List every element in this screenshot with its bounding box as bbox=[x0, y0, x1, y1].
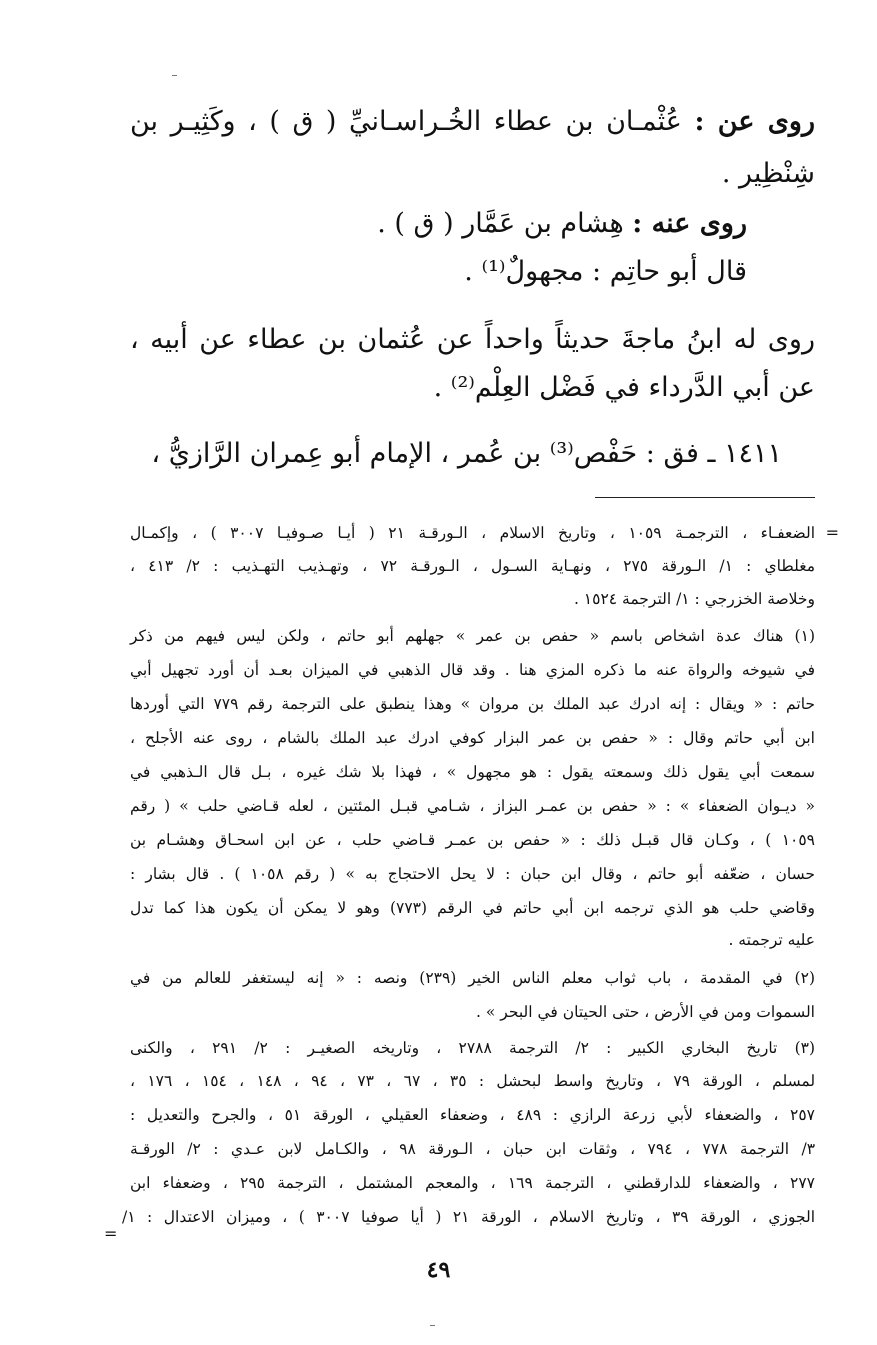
main-text-line-3-content: هِشام بن عَمَّار ( ق ) . bbox=[377, 208, 624, 239]
page-number: ٤٩ bbox=[426, 1257, 451, 1283]
footnote-1-line: في شيوخه والرواة عنه ما ذكره المزي هنا . وقد قال الذهبي في الميزان بعـد أن أورد تجهيل أبي bbox=[130, 661, 815, 679]
footnote-2-line: السموات ومن في الأرض ، حتى الحيتان في البحر » . bbox=[476, 1003, 815, 1021]
main-text-line-5 bbox=[130, 322, 815, 358]
main-text-line-1 bbox=[130, 104, 815, 140]
footnote-3-line: لمسلم ، الورقة ٧٩ ، وتاريخ واسط لبحشل : ٣٥ ، ٦٧ ، ٧٣ ، ٩٤ ، ١٤٨ ، ١٥٤ ، ١٧٦ ، bbox=[130, 1072, 816, 1090]
footnote-1-line: حسان ، ضعّفه أبو حاتم ، وقال ابن حبان : لا يحل الاحتجاج به » ( رقم ١٠٥٨ ) . قال بشار : bbox=[130, 865, 815, 883]
footnote-3-line: (٣) تاريخ البخاري الكبير : ٢/ الترجمة ٢٧٨٨ ، وتاريخه الصغيـر : ٢/ ٢٩١ ، والكنى bbox=[130, 1039, 816, 1057]
footnote-1-line: سمعت أبي يقول ذلك وسمعته يقول : هو مجهول » ، فهذا بلا شك غيره ، بـل قال الـذهبي في bbox=[130, 763, 815, 781]
continuation-mark-end: = bbox=[104, 1224, 118, 1243]
scan-mark bbox=[430, 1325, 435, 1326]
main-text-line-4 bbox=[464, 254, 747, 290]
rawa-an-label: روى عن : bbox=[694, 106, 815, 137]
main-text-line-2 bbox=[722, 156, 815, 192]
entry-1411-heading-content: ١٤١١ ـ فق : حَفْص⁽³⁾ بن عُمر ، الإمام أبو عِمران الرَّازيُّ ، bbox=[151, 438, 782, 469]
main-text-line-2-content: شِنْظِير . bbox=[721, 158, 815, 189]
footnote-1-line: « ديـوان الضعفاء » : « حفص بن عمـر البزاز ، شـامي قبـل المئتين ، لعله قـاضي حلب » ( رقم bbox=[130, 797, 815, 815]
footnote-3-line: ٣/ الترجمة ٧٧٨ ، ٧٩٤ ، وثقات ابن حبان ، الـورقة ٩٨ ، والكـامل لابن عـدي : ٢/ الورقـة bbox=[130, 1140, 816, 1158]
footnote-3-line: ٢٥٧ ، والضعفاء لأبي زرعة الرازي : ٤٨٩ ، وضعفاء العقيلي ، الورقة ٥١ ، والجرح والتعديل : bbox=[130, 1106, 816, 1124]
footnote-1-line: ابن أبي حاتم وقال : « حفص بن عمر البزار كوفي ادرك عبد الملك بالشام ، روى عنه الأجلح ، bbox=[130, 729, 815, 747]
footnote-1-line: وقاضي حلب هو الذي ترجمه ابن أبي حاتم في الرقم (٧٧٣) وهو لا يمكن أن يكون هذا كما تدل bbox=[130, 899, 815, 917]
footnote-1-line: عليه ترجمته . bbox=[728, 931, 815, 949]
main-text-line-6-content: عن أبي الدَّرداء في فَضْل العِلْم⁽²⁾ . bbox=[433, 372, 815, 403]
footnote-1-line: حاتم : « ويقال : إنه ادرك عبد الملك بن مروان » وهذا ينطبق على الترجمة رقم ٧٧٩ التي أوردها bbox=[130, 695, 815, 713]
footnote-separator bbox=[595, 497, 815, 498]
footnote-1-line: (١) هناك عدة اشخاص باسم « حفص بن عمر » جهلهم أبو حاتم ، ولكن ليس فيهم من ذكر bbox=[130, 627, 815, 645]
rawa-anhu-label: روى عنه : bbox=[632, 208, 747, 239]
scan-mark bbox=[172, 75, 177, 76]
main-text-line-6 bbox=[434, 370, 815, 406]
main-text-line-1-content: عُثْمـان بن عطاء الخُـراسـانيِّ ( ق ) ، وكَثِيـر بن bbox=[130, 106, 682, 137]
main-text-line-3 bbox=[377, 206, 747, 242]
entry-1411-heading bbox=[151, 436, 782, 472]
footnote-line: الضعفـاء ، الترجمـة ١٠٥٩ ، وتاريخ الاسلام ، الـورقـة ٢١ ( أيـا صـوفيـا ٣٠٠٧ ) ، وإكمـال bbox=[130, 524, 816, 542]
main-text-line-4-content: قال أبو حاتِم : مجهولٌ⁽¹⁾ . bbox=[464, 256, 747, 287]
footnote-3-line: الجوزي ، الورقة ٣٩ ، وتاريخ الاسلام ، الورقة ٢١ ( أيا صوفيا ٣٠٠٧ ) ، وميزان الاعتدال : ١/ bbox=[122, 1208, 815, 1226]
footnote-2-line: (٢) في المقدمة ، باب ثواب معلم الناس الخير (٢٣٩) ونصه : « إنه ليستغفر للعالم من في bbox=[130, 969, 815, 987]
main-text-line-5-content: روى له ابنُ ماجةَ حديثاً واحداً عن عُثمان بن عطاء عن أبيه ، bbox=[130, 324, 815, 355]
footnote-1-line: ١٠٥٩ ) ، وكـان قال قبـل ذلك : « حفص بن عمـر قـاضي حلب ، عن ابن اسحـاق وهشـام بن bbox=[130, 831, 815, 849]
continuation-mark-start: = bbox=[825, 523, 839, 542]
footnote-3-line: ٢٧٧ ، والضعفاء للدارقطني ، الترجمة ١٦٩ ، والمعجم المشتمل ، الترجمة ٢٩٥ ، وضعفاء ابن bbox=[130, 1174, 815, 1192]
footnote-line: وخلاصة الخزرجي : ١/ الترجمة ١٥٢٤ . bbox=[573, 590, 815, 608]
footnote-line: مغلطاي : ١/ الـورقة ٢٧٥ ، ونهـاية السـول ، الـورقـة ٧٢ ، وتهـذيب التهـذيب : ٢/ ٤١٣ ، bbox=[130, 557, 816, 575]
